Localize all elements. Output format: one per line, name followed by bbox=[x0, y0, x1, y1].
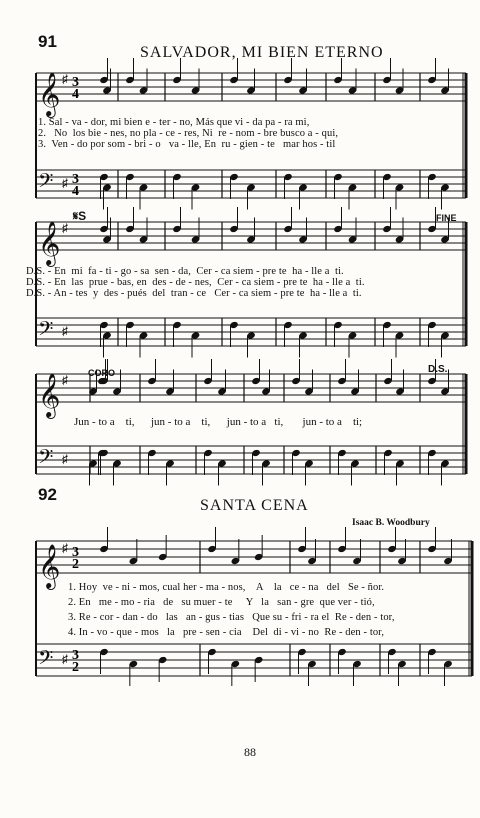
page-number: 88 bbox=[244, 745, 256, 759]
bass-clef: 𝄢 bbox=[38, 317, 54, 345]
time-signature: 2 bbox=[72, 557, 79, 572]
segno-sign: 𝄋S bbox=[73, 209, 87, 223]
key-signature: ♯ bbox=[62, 452, 68, 466]
verse-line: D.S. - En las prue - bas, en des - de - nes, Cer - ca siem - pre te ha - lle a ti. bbox=[26, 277, 365, 288]
hymn-title: SALVADOR, MI BIEN ETERNO bbox=[140, 44, 384, 61]
verse-line: 1. Hoy ve - ni - mos, cual her - ma - nos, A la ce - na del Se - ñor. bbox=[68, 582, 385, 593]
chorus-label: CORO bbox=[88, 368, 115, 378]
verse-line: 2. En me - mo - ria de su muer - te Y la san - gre que ver - tió, bbox=[68, 597, 375, 608]
verse-line: 2. No los bie - nes, no pla - ce - res, Ni re - nom - bre busco a - qui, bbox=[38, 128, 339, 139]
composer-credit: Isaac B. Woodbury bbox=[352, 518, 430, 528]
treble-clef: 𝄞 bbox=[38, 544, 61, 588]
key-signature: ♯ bbox=[62, 652, 68, 666]
bass-clef: 𝄢 bbox=[38, 169, 54, 197]
key-signature: ♯ bbox=[62, 324, 68, 338]
verse-block bbox=[26, 266, 365, 299]
key-signature: ♯ bbox=[62, 72, 68, 86]
time-signature: 4 bbox=[72, 184, 79, 199]
verse-line: 3. Ven - do por som - bri - o va - lle, En ru - gien - te mar hos - til bbox=[38, 139, 336, 150]
treble-clef: 𝄞 bbox=[38, 221, 61, 265]
key-signature: ♯ bbox=[62, 221, 68, 235]
time-signature: 4 bbox=[72, 87, 79, 102]
verse-line: 1. Sal - va - dor, mi bien e - ter - no, Más que vi - da pa - ra mi, bbox=[38, 117, 310, 128]
ds-label: D.S. bbox=[428, 364, 448, 375]
fine-label: FINE bbox=[436, 213, 457, 223]
verse-block bbox=[68, 580, 395, 640]
treble-clef: 𝄞 bbox=[38, 72, 61, 116]
chorus-lyric: Jun - to a ti, jun - to a ti, jun - to a ti, jun - to a ti; bbox=[74, 416, 363, 428]
time-signature: 3 bbox=[72, 172, 79, 187]
time-signature: 3 bbox=[72, 545, 79, 560]
key-signature: ♯ bbox=[62, 541, 68, 555]
bass-clef: 𝄢 bbox=[38, 646, 54, 674]
bass-clef: 𝄢 bbox=[38, 445, 54, 473]
treble-clef: 𝄞 bbox=[38, 373, 61, 417]
time-signature: 3 bbox=[72, 648, 79, 663]
segno-label: S bbox=[78, 209, 87, 223]
key-signature: ♯ bbox=[62, 373, 68, 387]
time-signature: 3 bbox=[72, 75, 79, 90]
hymn-number: 91 bbox=[38, 32, 57, 51]
verse-block bbox=[38, 117, 338, 150]
time-signature: 2 bbox=[72, 660, 79, 675]
hymn-title: SANTA CENA bbox=[200, 497, 309, 514]
verse-line: 3. Re - cor - dan - do las an - gus - tias Que su - fri - ra el Re - den - tor, bbox=[68, 612, 395, 623]
verse-line: D.S. - An - tes y des - pués del tran - ce Cer - ca siem - pre te ha - lle a ti. bbox=[26, 288, 362, 299]
hymn-number: 92 bbox=[38, 485, 57, 504]
key-signature: ♯ bbox=[62, 176, 68, 190]
verse-line: D.S. - En mi fa - ti - go - sa sen - da, Cer - ca siem - pre te ha - lle a ti. bbox=[26, 266, 344, 277]
verse-line: 4. In - vo - que - mos la pre - sen - cia Del di - vi - no Re - den - tor, bbox=[68, 627, 385, 638]
